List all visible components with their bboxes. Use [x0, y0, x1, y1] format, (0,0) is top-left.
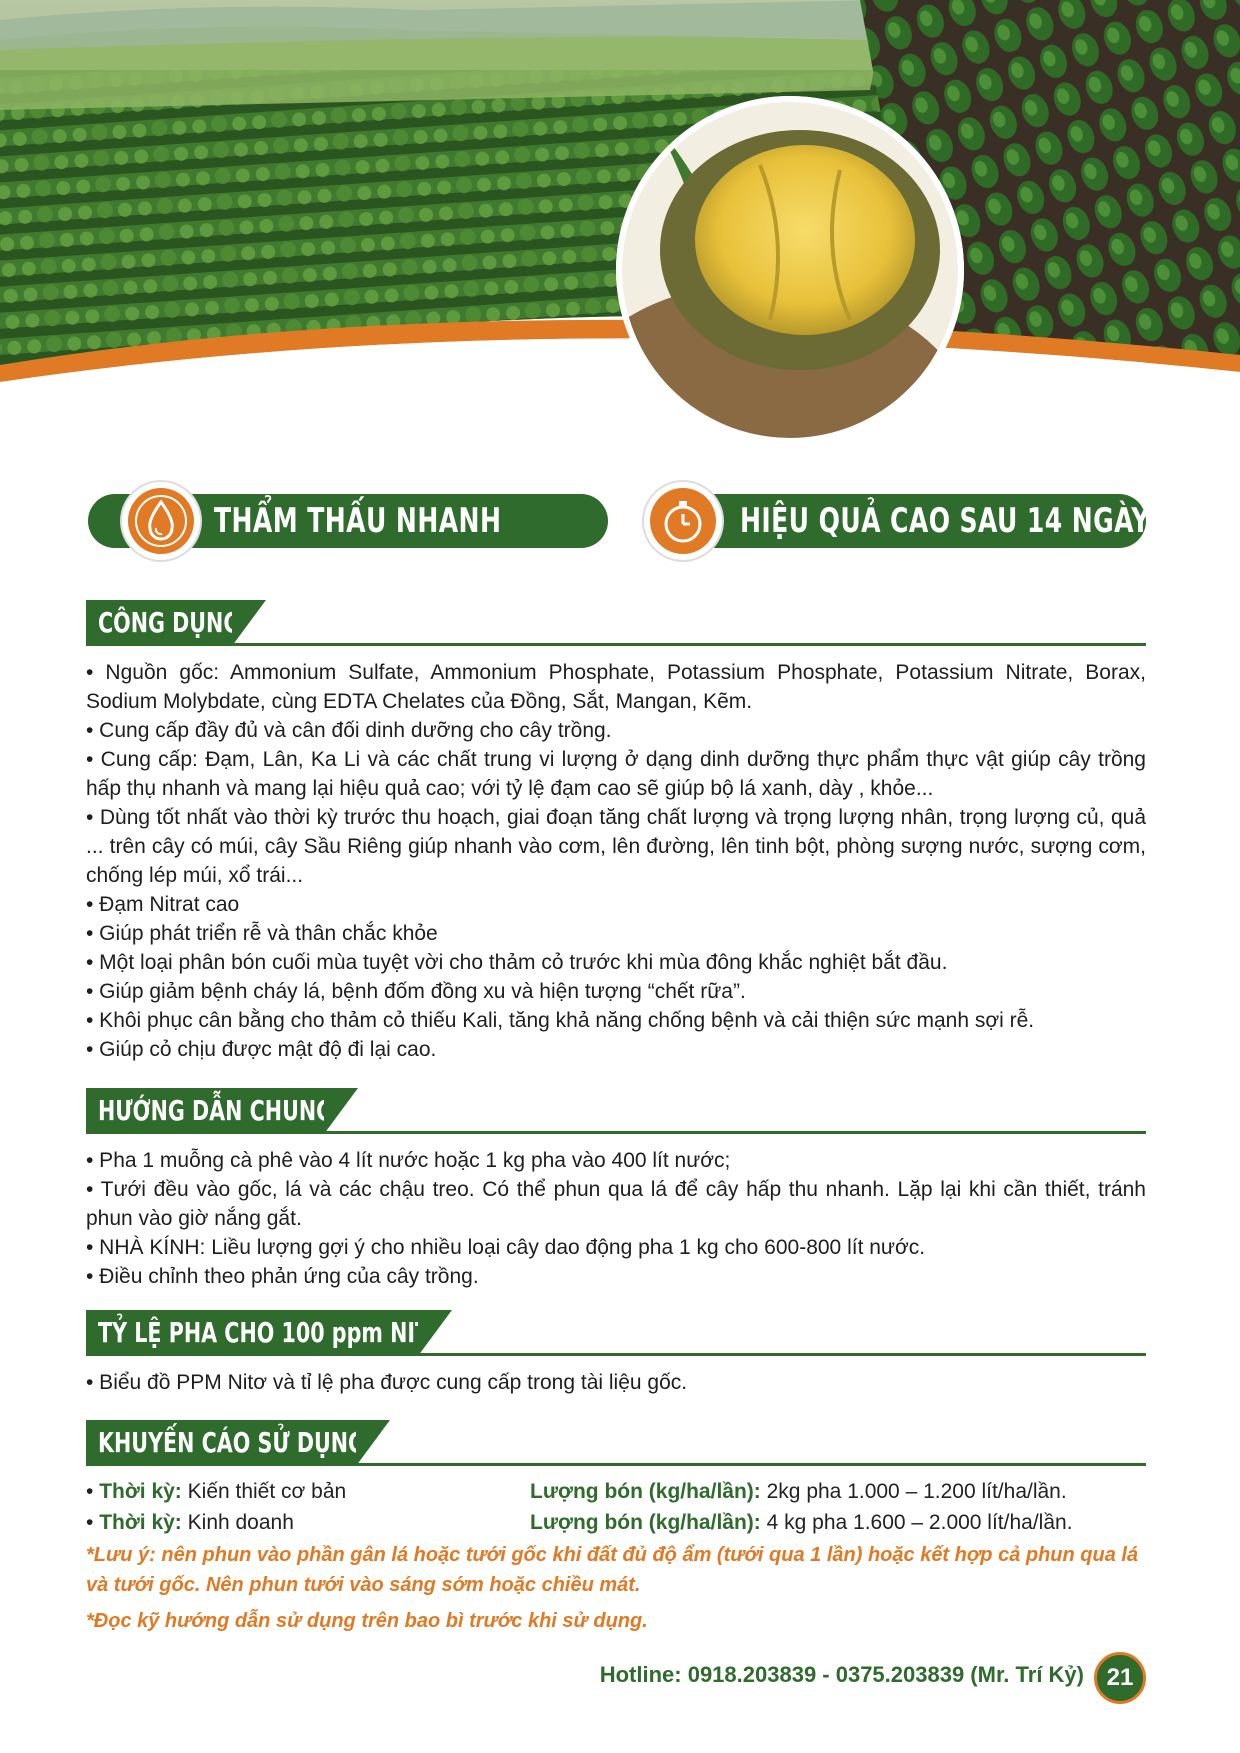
table-row	[86, 1507, 1146, 1538]
hero-photo-collage	[0, 0, 1240, 440]
water-drop-icon	[122, 482, 200, 560]
period-cell: • Thời kỳ: Kiến thiết cơ bản	[86, 1480, 347, 1503]
rate-value: 2kg pha 1.000 – 1.200 lít/ha/lần.	[766, 1480, 1067, 1503]
section-body	[86, 1146, 1146, 1291]
section-title: HƯỚNG DẪN CHUNG	[86, 1088, 324, 1134]
section-tab-corner	[418, 1310, 452, 1356]
feature-badges	[88, 488, 1150, 554]
rate-value: 4 kg pha 1.600 – 2.000 lít/ha/lần.	[766, 1511, 1073, 1534]
section-body	[86, 658, 1146, 1064]
section-usage-recommendation	[86, 1420, 1146, 1636]
usage-note: *Lưu ý: nên phun vào phần gân lá hoặc tưới gốc khi đất đủ độ ẩm (tưới qua 1 lần) hoặc kết hợp cả phun qua lá và tưới gốc. Nên phun tưới vào sáng sớm hoặc chiều mát.	[86, 1544, 1139, 1596]
list-item: • Pha 1 muỗng cà phê vào 4 lít nước hoặc 1 kg pha vào 400 lít nước;	[86, 1149, 731, 1172]
period-value: Kinh doanh	[187, 1511, 294, 1534]
rate-cell	[530, 1476, 1067, 1507]
section-header	[86, 1420, 1146, 1466]
stopwatch-icon	[644, 482, 722, 560]
badge-label: HIỆU QUẢ CAO SAU 14 NGÀY	[740, 501, 1150, 541]
page-number: 21	[1094, 1652, 1146, 1704]
recommendation-table	[86, 1476, 1146, 1538]
section-title: KHUYẾN CÁO SỬ DỤNG	[86, 1420, 356, 1466]
list-item: • NHÀ KÍNH: Liều lượng gợi ý cho nhiều loại cây dao động pha 1 kg cho 600-800 lít nước.	[86, 1236, 926, 1259]
rate-label: Lượng bón (kg/ha/lần):	[530, 1480, 761, 1503]
period-label: Thời kỳ:	[99, 1480, 182, 1503]
list-item: • Khôi phục cân bằng cho thảm cỏ thiếu Kali, tăng khả năng chống bệnh và cải thiện sức mạnh sợi rễ.	[86, 1009, 1035, 1032]
section-general-guide	[86, 1088, 1146, 1291]
period-label: Thời kỳ:	[99, 1511, 182, 1534]
list-item: • Nguồn gốc: Ammonium Sulfate, Ammonium Phosphate, Potassium Phosphate, Potassium Nitrate, Borax, Sodium Molybdate, cùng EDTA Chelates của Đồng, Sắt, Mangan, Kẽm.	[86, 661, 1146, 713]
list-item: • Tưới đều vào gốc, lá và các chậu treo. Có thể phun qua lá để cây hấp thu nhanh. Lặp lại khi cần thiết, tránh phun vào giờ nắng gắt.	[86, 1178, 1146, 1230]
list-item: • Một loại phân bón cuối mùa tuyệt vời cho thảm cỏ trước khi mùa đông khắc nghiệt bắt đầu.	[86, 951, 948, 974]
section-header	[86, 1310, 1146, 1356]
list-item: • Đạm Nitrat cao	[86, 893, 240, 916]
list-item: • Dùng tốt nhất vào thời kỳ trước thu hoạch, giai đoạn tăng chất lượng và trọng lượng nhân, trọng lượng củ, quả ... trên cây có múi, cây Sầu Riêng giúp nhanh vào cơm, lên đường, lên tinh bột, phòng sượng nước, sượng cơm, chống lép múi, xổ trái...	[86, 806, 1146, 887]
read-instructions-note: *Đọc kỹ hướng dẫn sử dụng trên bao bì trước khi sử dụng.	[86, 1610, 648, 1632]
list-item: • Giúp cỏ chịu được mật độ đi lại cao.	[86, 1038, 437, 1061]
section-mixing-ratio	[86, 1310, 1146, 1397]
section-title: TỶ LỆ PHA CHO 100 ppm NITƠ	[86, 1310, 418, 1356]
period-cell: • Thời kỳ: Kinh doanh	[86, 1511, 294, 1534]
badge-fast-absorption	[88, 488, 608, 554]
badge-label: THẨM THẤU NHANH	[214, 501, 502, 541]
table-row	[86, 1476, 1146, 1507]
list-item: • Điều chỉnh theo phản ứng của cây trồng.	[86, 1265, 479, 1288]
section-header	[86, 600, 1146, 646]
section-body	[86, 1368, 1146, 1397]
hotline: Hotline: 0918.203839 - 0375.203839 (Mr. Trí Kỷ)	[599, 1662, 1084, 1687]
list-item: • Cung cấp đầy đủ và cân đối dinh dưỡng cho cây trồng.	[86, 719, 612, 742]
badge-high-efficiency	[644, 488, 1150, 554]
section-tab-corner	[356, 1420, 390, 1466]
section-uses	[86, 600, 1146, 1064]
list-item: • Giúp giảm bệnh cháy lá, bệnh đốm đồng xu và hiện tượng “chết rữa”.	[86, 980, 746, 1003]
rate-cell	[530, 1507, 1073, 1538]
period-value: Kiến thiết cơ bản	[187, 1480, 347, 1503]
section-header	[86, 1088, 1146, 1134]
list-item: • Giúp phát triển rễ và thân chắc khỏe	[86, 922, 438, 945]
rate-label: Lượng bón (kg/ha/lần):	[530, 1511, 761, 1534]
section-title: CÔNG DỤNG	[86, 600, 232, 646]
section-tab-corner	[232, 600, 266, 646]
list-item: • Biểu đồ PPM Nitơ và tỉ lệ pha được cung cấp trong tài liệu gốc.	[86, 1371, 688, 1394]
list-item: • Cung cấp: Đạm, Lân, Ka Li và các chất trung vi lượng ở dạng dinh dưỡng thực phẩm thực vật giúp cây trồng hấp thụ nhanh và mang lại hiệu quả cao; với tỷ lệ đạm cao sẽ giúp bộ lá xanh, dày , khỏe...	[86, 748, 1146, 800]
section-tab-corner	[324, 1088, 358, 1134]
